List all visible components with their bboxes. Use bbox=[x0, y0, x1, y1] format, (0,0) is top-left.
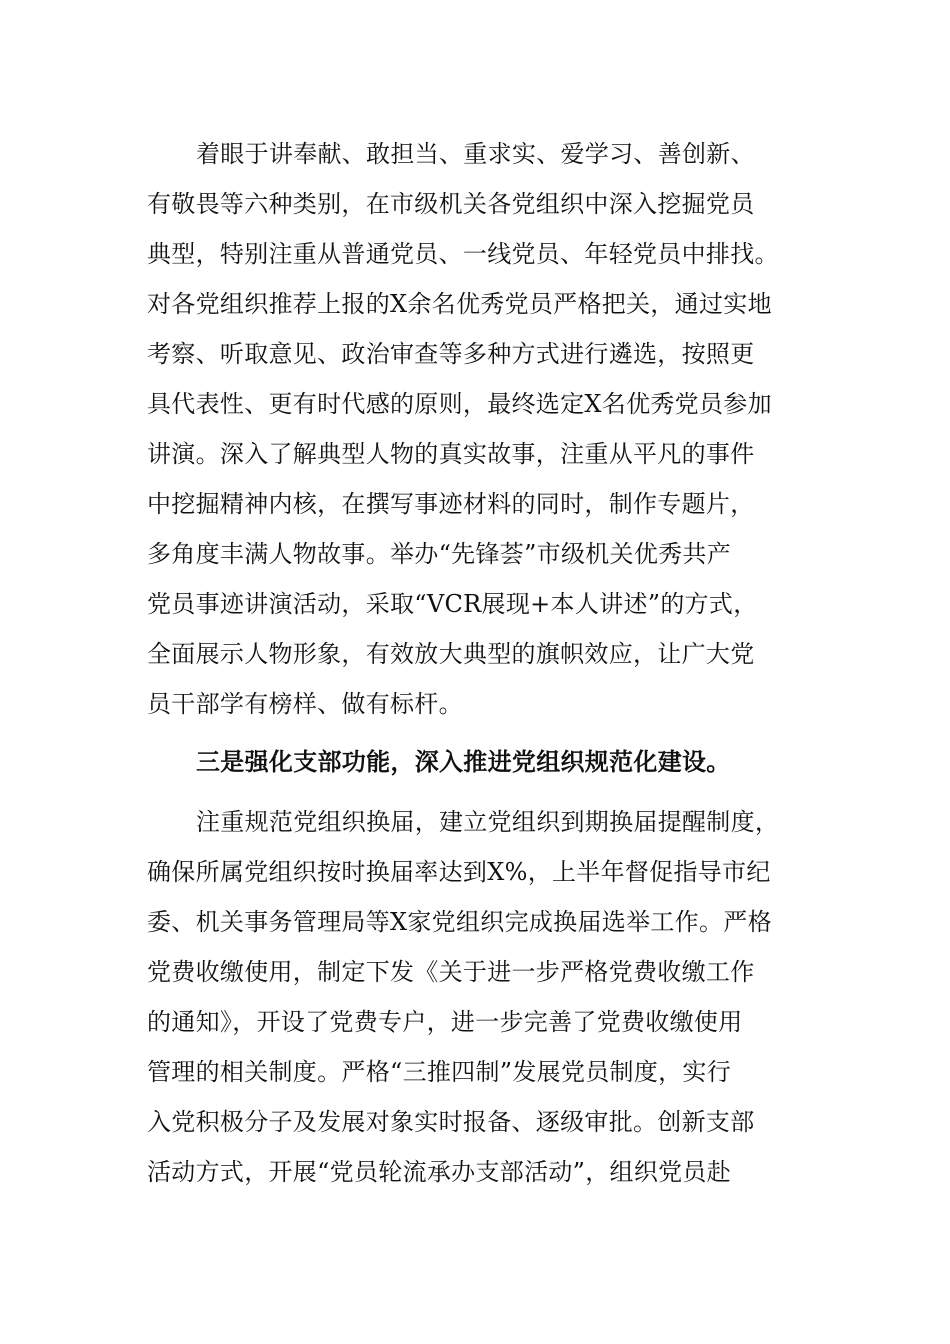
paragraph-line: 活动方式，开展“党员轮流承办支部活动”，组织党员赴 bbox=[147, 1158, 732, 1186]
paragraph-line: 典型，特别注重从普通党员、一线党员、年轻党员中排找。 bbox=[147, 240, 779, 268]
section-heading-text: 三是强化支部功能，深入推进党组织规范化建设。 bbox=[196, 747, 731, 776]
paragraph-line: 的通知》，开设了党费专户，进一步完善了党费收缴使用 bbox=[147, 1008, 743, 1036]
paragraph-2 bbox=[147, 797, 827, 1197]
paragraph-line: 对各党组织推荐上报的X余名优秀党员严格把关，通过实地 bbox=[147, 290, 772, 318]
paragraph-line: 管理的相关制度。严格“三推四制”发展党员制度，实行 bbox=[147, 1058, 732, 1086]
paragraph-line: 多角度丰满人物故事。举办“先锋荟”市级机关优秀共产 bbox=[147, 540, 732, 568]
paragraph-line: 注重规范党组织换届，建立党组织到期换届提醒制度， bbox=[196, 808, 780, 836]
paragraph-line: 有敬畏等六种类别，在市级机关各党组织中深入挖掘党员 bbox=[147, 190, 755, 218]
paragraph-line: 员干部学有榜样、做有标杆。 bbox=[147, 690, 463, 718]
paragraph-line: 全面展示人物形象，有效放大典型的旗帜效应，让广大党 bbox=[147, 640, 755, 668]
paragraph-line: 讲演。深入了解典型人物的真实故事，注重从平凡的事件 bbox=[147, 440, 755, 468]
paragraph-line: 委、机关事务管理局等X家党组织完成换届选举工作。严格 bbox=[147, 908, 772, 936]
paragraph-line: 入党积极分子及发展对象实时报备、逐级审批。创新支部 bbox=[147, 1108, 755, 1136]
paragraph-line: 着眼于讲奉献、敢担当、重求实、爱学习、善创新、 bbox=[196, 140, 755, 168]
paragraph-line: 党员事迹讲演活动，采取“VCR展现+本人讲述”的方式， bbox=[147, 590, 758, 618]
paragraph-line: 考察、听取意见、政治审查等多种方式进行遴选，按照更 bbox=[147, 340, 755, 368]
paragraph-line: 具代表性、更有时代感的原则，最终选定X名优秀党员参加 bbox=[147, 390, 772, 418]
section-heading bbox=[147, 737, 827, 787]
paragraph-line: 中挖掘精神内核，在撰写事迹材料的同时，制作专题片， bbox=[147, 490, 755, 518]
paragraph-line: 确保所属党组织按时换届率达到X%，上半年督促指导市纪 bbox=[147, 858, 771, 886]
paragraph-line: 党费收缴使用，制定下发《关于进一步严格党费收缴工作 bbox=[147, 958, 755, 986]
paragraph-1 bbox=[147, 129, 827, 729]
